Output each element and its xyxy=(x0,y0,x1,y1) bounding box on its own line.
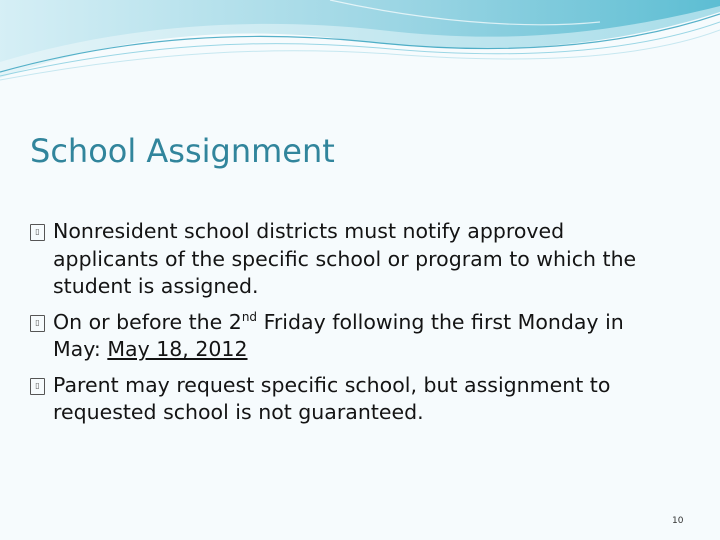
bullet-text-continued: Friday following the first Monday in May: xyxy=(53,309,624,361)
bullet-text: Nonresident school districts must notify approved applicants of the specific school or program to which the student is assigned. xyxy=(53,219,637,298)
slide-title: School Assignment xyxy=(30,132,335,170)
bullet-text: Parent may request specific school, but assignment to requested school is not guaranteed. xyxy=(53,372,611,424)
missing-glyph-icon: ▯ xyxy=(30,378,45,395)
bullet-item xyxy=(30,218,670,301)
missing-glyph-icon: ▯ xyxy=(30,315,45,332)
ordinal-superscript: nd xyxy=(241,309,258,324)
bullet-text: On or before the 2 xyxy=(53,309,242,334)
bullet-item xyxy=(30,372,670,427)
bullet-list xyxy=(30,218,670,435)
deadline-date: May 18, 2012 xyxy=(107,337,248,361)
slide-number: 10 xyxy=(672,516,684,526)
header-wave-decoration xyxy=(0,0,720,90)
bullet-item xyxy=(30,309,670,364)
missing-glyph-icon: ▯ xyxy=(30,224,45,241)
